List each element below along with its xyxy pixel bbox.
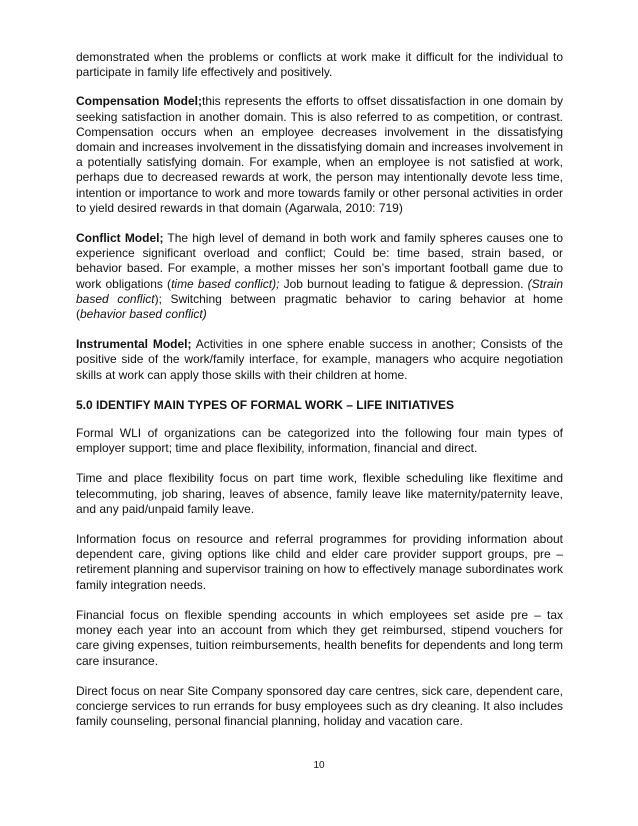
compensation-model-paragraph: [76, 94, 563, 216]
conflict-model-italic-1: time based conflict);: [171, 276, 280, 291]
conflict-model-italic-3: behavior based conflict): [80, 307, 207, 322]
conflict-model-text-2: Job burnout leading to fatigue & depression.: [279, 276, 528, 291]
time-place-flexibility-paragraph: Time and place flexibility focus on part time work, flexible scheduling like flexitime and telecommuting, job sharing, leaves of absence, family leave like maternity/paternity leave, and any paid/unpaid family leave.: [76, 471, 563, 516]
conflict-model-text-1: The high level of demand in both work and family spheres causes one to experience significant overload and conflict; Could be: time based, strain based, or behavior based. For example, a mother misses her son’s important football game due to work obligations (: [76, 231, 563, 291]
section-heading: 5.0 IDENTIFY MAIN TYPES OF FORMAL WORK – LIFE INITIATIVES: [76, 397, 455, 412]
conflict-model-heading: Conflict Model;: [76, 231, 164, 246]
instrumental-model-text: Activities in one sphere enable success in another; Consists of the positive side of the work/family interface, for example, managers who acquire negotiation skills at work can apply those skills with their children at home.: [76, 337, 563, 382]
financial-paragraph: Financial focus on flexible spending accounts in which employees set aside pre – tax money each year into an account from which they get reimbursed, stipend vouchers for care giving expenses, tuition reimbursements, health benefits for dependents and long term care insurance.: [76, 607, 563, 668]
wli-types-paragraph: Formal WLI of organizations can be categorized into the following four main types of employer support; time and place flexibility, information, financial and direct.: [76, 426, 563, 456]
conflict-model-text-3: ); Switching between pragmatic behavior to caring behavior at home (: [76, 291, 563, 322]
instrumental-model-paragraph: [76, 337, 563, 383]
document-page: [76, 50, 563, 744]
compensation-model-heading: Compensation Model;: [76, 94, 202, 109]
conflict-model-paragraph: [76, 231, 563, 322]
compensation-model-text: this represents the efforts to offset dissatisfaction in one domain by seeking satisfaction in another domain. This is also referred to as competition, or contrast. Compensation occurs when an employee decreases involvement in the dissatisfying domain and increases involvement in the dissatisfying domain and increases involvement in a potentially satisfying domain. For example, when an employee is not satisfied at work, perhaps due to decreased rewards at work, the person may intentionally devote less time, intention or importance to work and more towards family or other personal activities in order to yield desired rewards in that domain (Agarwala, 2010: 719): [76, 94, 563, 215]
intro-paragraph: demonstrated when the problems or conflicts at work make it difficult for the individual to participate in family life effectively and positively.: [76, 50, 563, 80]
direct-paragraph: Direct focus on near Site Company sponsored day care centres, sick care, dependent care, concierge services to run errands for busy employees such as dry cleaning. It also includes family counseling, personal financial planning, holiday and vacation care.: [76, 683, 563, 729]
conflict-model-italic-2: (Strain based conflict: [76, 276, 564, 306]
instrumental-model-heading: Instrumental Model;: [76, 337, 192, 352]
page-number: 10: [313, 760, 325, 771]
information-paragraph: Information focus on resource and referral programmes for providing information about dependent care, giving options like child and elder care provider support groups, pre – retirement planning and supervisor training on how to effectively manage subordinates work family integration needs.: [76, 532, 563, 592]
